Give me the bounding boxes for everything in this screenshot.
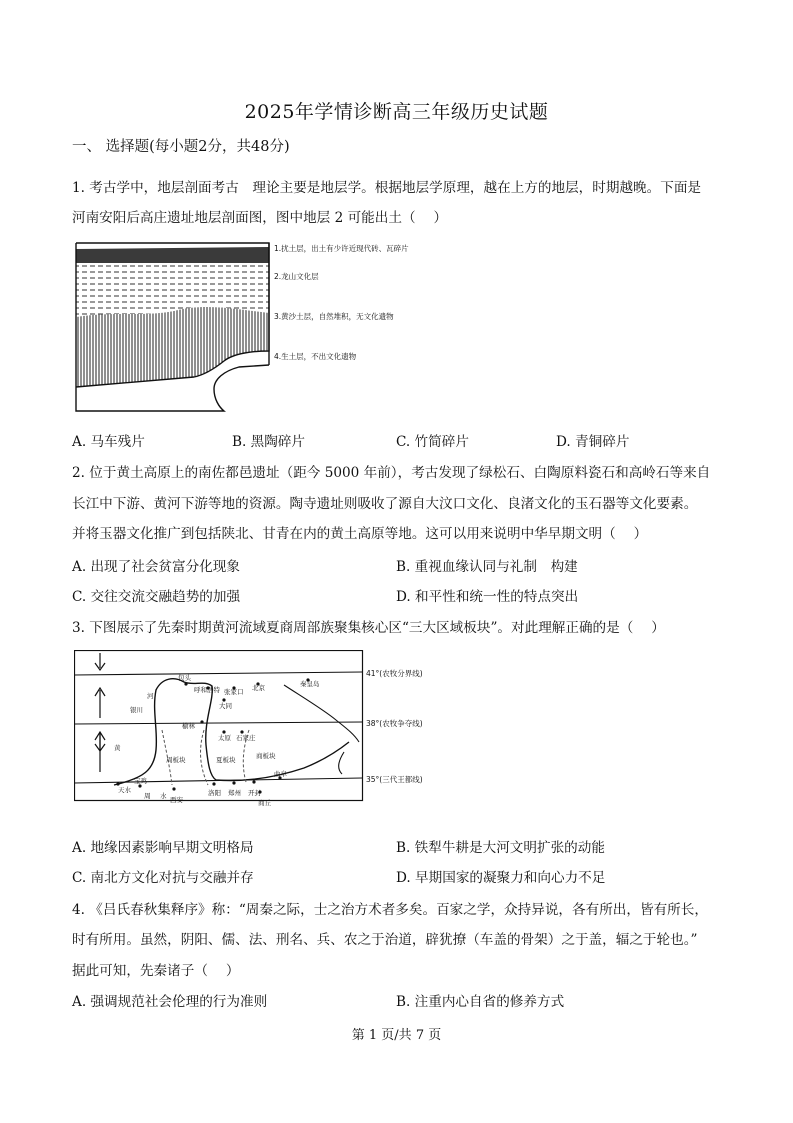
city-tianshui: 天水: [118, 786, 131, 794]
q2-option-d: D. 和平性和统一性的特点突出: [396, 589, 579, 605]
q1-stem-line1: 1. 考古学中，地层剖面考古 理论主要是地层学。根据地层学原理，越在上方的地层，时期越晚。下面是: [72, 180, 702, 196]
q3-stem-line1: 3. 下图展示了先秦时期黄河流域夏商周部族聚集核心区“三大区域板块”。对此理解正确的是（ ）: [72, 620, 665, 636]
city-kaifeng: 开封: [248, 789, 261, 797]
city-taiyuan: 太原: [218, 734, 231, 742]
city-huhehaote: 呼和浩特: [194, 686, 220, 694]
city-yinchuan: 银川: [130, 706, 143, 714]
stratigraphy-figure: [74, 239, 434, 415]
river-he: 河: [147, 692, 154, 700]
city-shijiazhuang: 石家庄: [236, 734, 256, 742]
q2-option-a: A. 出现了社会贫富分化现象: [72, 559, 240, 575]
q3-option-c: C. 南北方文化对抗与交融并存: [72, 870, 254, 886]
q1-option-c: C. 竹简碎片: [396, 434, 469, 450]
layer-1-band: [76, 247, 269, 263]
river-zhou: 周: [144, 792, 151, 800]
q4-option-a: A. 强调规范社会伦理的行为准则: [72, 994, 268, 1010]
layer-4-label: 4.生土层，不出文化遗物: [274, 352, 357, 361]
layer-3-band: [76, 307, 269, 387]
city-shangqiu: 商丘: [258, 799, 271, 807]
city-qinhuangdao: 秦皇岛: [300, 680, 320, 688]
three-blocks-map: [74, 650, 444, 812]
q4-stem-line1: 4. 《吕氏春秋集释序》称：“周秦之际，士之治方术者多矣。百家之学，众持异说，各有所出，皆有所长，: [72, 902, 708, 918]
block-shang: 商板块: [256, 752, 276, 760]
block-zhou: 周板块: [166, 756, 186, 764]
page-title: 2025年学情诊断高三年级历史试题: [244, 101, 549, 123]
q1-option-d: D. 青铜碎片: [556, 434, 630, 450]
block-xia: 夏板块: [216, 756, 236, 764]
city-baoji: 宝鸡: [134, 777, 147, 785]
latitude-41-label: 41°(农牧分界线): [366, 669, 423, 678]
city-baotou: 包头: [178, 674, 191, 682]
latitude-35-label: 35°(三代王都线): [366, 775, 423, 784]
q1-stem-line2: 河南安阳后高庄遗址地层剖面图，图中地层 2 可能出土（ ）: [72, 210, 448, 226]
city-datong: 大同: [219, 702, 232, 710]
city-luoyang: 洛阳: [208, 789, 221, 797]
q2-option-b: B. 重视血缘认同与礼制 构建: [396, 559, 578, 575]
page-footer: 第 1 页/共 7 页: [351, 1028, 442, 1043]
q4-option-b: B. 注重内心自省的修养方式: [396, 994, 565, 1010]
q4-stem-line3: 据此可知，先秦诸子（ ）: [72, 963, 240, 979]
city-beijing: 北京: [252, 684, 265, 692]
q2-stem-line1: 2. 位于黄土高原上的南佐都邑遗址（距今 5000 年前），考古发现了绿松石、白陶原料瓷石和高岭石等来自: [72, 465, 711, 481]
q1-option-a: A. 马车残片: [72, 434, 145, 450]
q1-option-b: B. 黑陶碎片: [232, 434, 306, 450]
q2-option-c: C. 交往交流交融趋势的加强: [72, 589, 241, 605]
city-yulin: 榆林: [182, 722, 195, 730]
river-shui: 水: [160, 792, 167, 800]
q3-option-a: A. 地缘因素影响早期文明格局: [72, 840, 254, 856]
river-huang: 黄: [114, 744, 121, 752]
q4-stem-line2: 时有所用。虽然，阴阳、儒、法、刑名、兵、农之于治道，辟犹撩（车盖的骨架）之于盖，辐之于轮也。”: [72, 932, 698, 948]
q3-option-d: D. 早期国家的凝聚力和向心力不足: [396, 870, 606, 886]
city-zhangjiakou: 张家口: [224, 688, 244, 696]
section-heading: 一、 选择题(每小题2分，共48分): [72, 139, 290, 155]
q3-option-b: B. 铁犁牛耕是大河文明扩张的动能: [396, 840, 605, 856]
layer-2-label: 2.龙山文化层: [274, 272, 319, 281]
layer-3-label: 3.黄沙土层，自然堆积，无文化遗物: [274, 312, 394, 321]
layer-1-label: 1.扰土层，出土有少许近现代砖、瓦碎片: [274, 244, 409, 253]
city-zhengzhou: 郑州: [228, 789, 241, 797]
latitude-38-label: 38°(农牧争夺线): [366, 719, 423, 728]
city-qufu: 曲阜: [274, 770, 287, 778]
q2-stem-line2: 长江中下游、黄河下游等地的资源。陶寺遗址则吸收了源自大汶口文化、良渚文化的玉石器等文化要素。: [72, 496, 698, 512]
city-xian: 西安: [170, 796, 183, 804]
layer-2-band: [76, 263, 269, 317]
q2-stem-line3: 并将玉器文化推广到包括陕北、甘青在内的黄土高原等地。这可以用来说明中华早期文明（ ）: [72, 526, 648, 542]
